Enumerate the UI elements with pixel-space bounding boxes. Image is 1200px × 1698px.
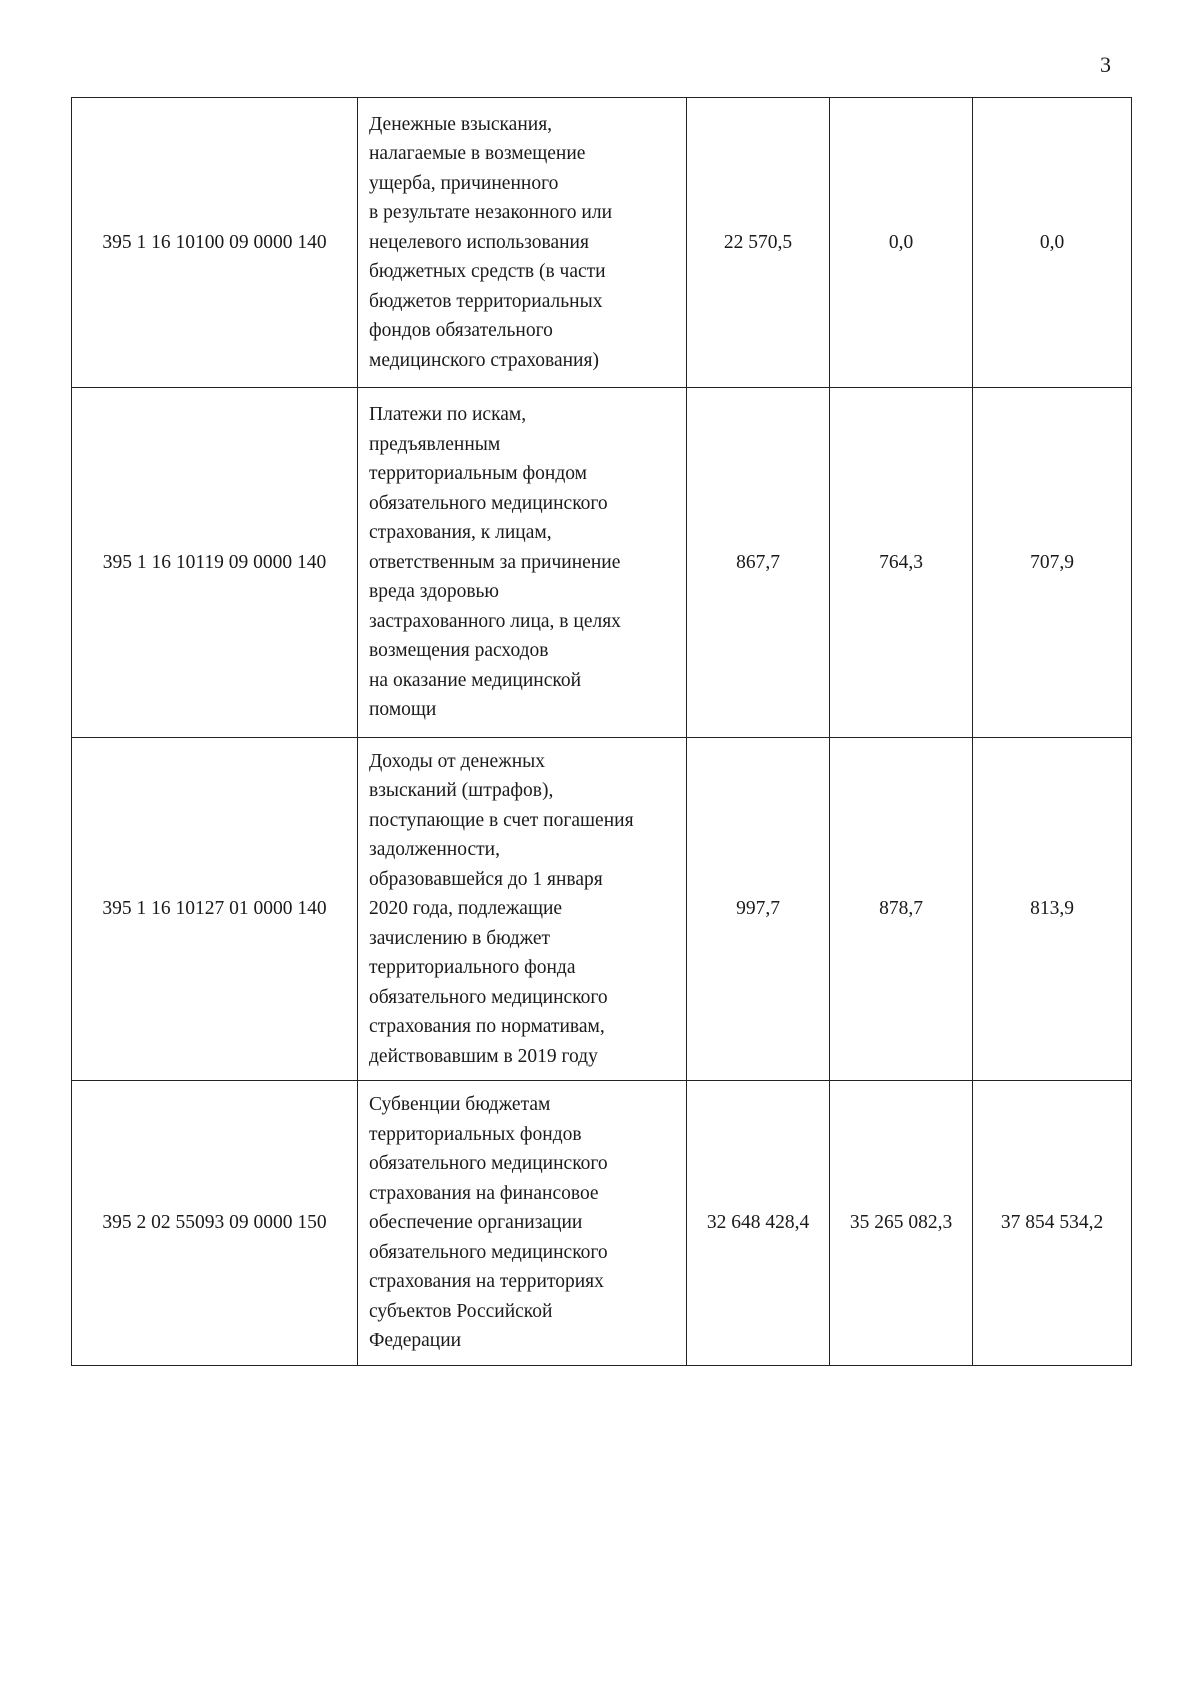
table-row (72, 1081, 1132, 1366)
description-line: Федерации (369, 1330, 462, 1352)
description-line: обязательного медицинского (369, 492, 608, 514)
description-line: налагаемые в возмещение (369, 143, 586, 165)
description-line: страхования по нормативам, (369, 1016, 605, 1038)
description-line: взысканий (штрафов), (369, 780, 554, 802)
description-line: на оказание медицинской (369, 669, 582, 691)
description-line: действовавшим в 2019 году (369, 1045, 598, 1067)
budget-code-cell: 395 1 16 10119 09 0000 140 (72, 388, 358, 738)
description-line: медицинского страхования) (369, 349, 599, 371)
description-cell (358, 1081, 687, 1366)
description-line: страхования на территориях (369, 1271, 604, 1293)
description-line: предъявленным (369, 433, 501, 455)
description-line: территориальным фондом (369, 463, 587, 485)
description-line: вреда здоровью (369, 581, 499, 603)
table-row (72, 738, 1132, 1081)
amount-cell: 813,9 (973, 738, 1132, 1081)
description-line: в результате незаконного или (369, 202, 613, 224)
table-row (72, 98, 1132, 388)
description-line: территориального фонда (369, 957, 576, 979)
amount-cell: 707,9 (973, 388, 1132, 738)
amount-cell: 764,3 (830, 388, 973, 738)
description-line: обязательного медицинского (369, 1153, 608, 1175)
description-line: зачислению в бюджет (369, 927, 551, 949)
amount-cell: 0,0 (973, 98, 1132, 388)
description-line: Платежи по искам, (369, 404, 527, 426)
budget-code-cell: 395 2 02 55093 09 0000 150 (72, 1081, 358, 1366)
description-line: территориальных фондов (369, 1123, 582, 1145)
description-line: 2020 года, подлежащие (369, 898, 563, 920)
description-line: обязательного медицинского (369, 1241, 608, 1263)
description-line: поступающие в счет погашения (369, 809, 634, 831)
amount-cell: 0,0 (830, 98, 973, 388)
budget-revenue-table (71, 97, 1132, 1366)
amount-cell: 867,7 (687, 388, 830, 738)
table-row (72, 388, 1132, 738)
description-line: фондов обязательного (369, 320, 553, 342)
description-line: страхования, к лицам, (369, 522, 552, 544)
amount-cell: 32 648 428,4 (687, 1081, 830, 1366)
description-line: бюджетов территориальных (369, 290, 603, 312)
amount-cell: 997,7 (687, 738, 830, 1081)
description-line: задолженности, (369, 839, 500, 861)
description-line: помощи (369, 699, 437, 721)
description-line: Доходы от денежных (369, 750, 545, 772)
amount-cell: 22 570,5 (687, 98, 830, 388)
description-line: субъектов Российской (369, 1300, 553, 1322)
description-line: ответственным за причинение (369, 551, 621, 573)
description-line: ущерба, причиненного (369, 172, 559, 194)
description-line: Денежные взыскания, (369, 113, 553, 135)
page-number: 3 (1100, 52, 1111, 77)
budget-code-cell: 395 1 16 10100 09 0000 140 (72, 98, 358, 388)
description-line: бюджетных средств (в части (369, 261, 606, 283)
description-line: обеспечение организации (369, 1212, 583, 1234)
amount-cell: 37 854 534,2 (973, 1081, 1132, 1366)
description-line: образовавшейся до 1 января (369, 868, 603, 890)
description-cell (358, 388, 687, 738)
description-line: Субвенции бюджетам (369, 1094, 551, 1116)
description-cell (358, 98, 687, 388)
amount-cell: 35 265 082,3 (830, 1081, 973, 1366)
budget-code-cell: 395 1 16 10127 01 0000 140 (72, 738, 358, 1081)
amount-cell: 878,7 (830, 738, 973, 1081)
description-line: возмещения расходов (369, 640, 549, 662)
description-line: нецелевого использования (369, 231, 589, 253)
description-line: обязательного медицинского (369, 986, 608, 1008)
description-line: страхования на финансовое (369, 1182, 599, 1204)
description-cell (358, 738, 687, 1081)
description-line: застрахованного лица, в целях (369, 610, 621, 632)
